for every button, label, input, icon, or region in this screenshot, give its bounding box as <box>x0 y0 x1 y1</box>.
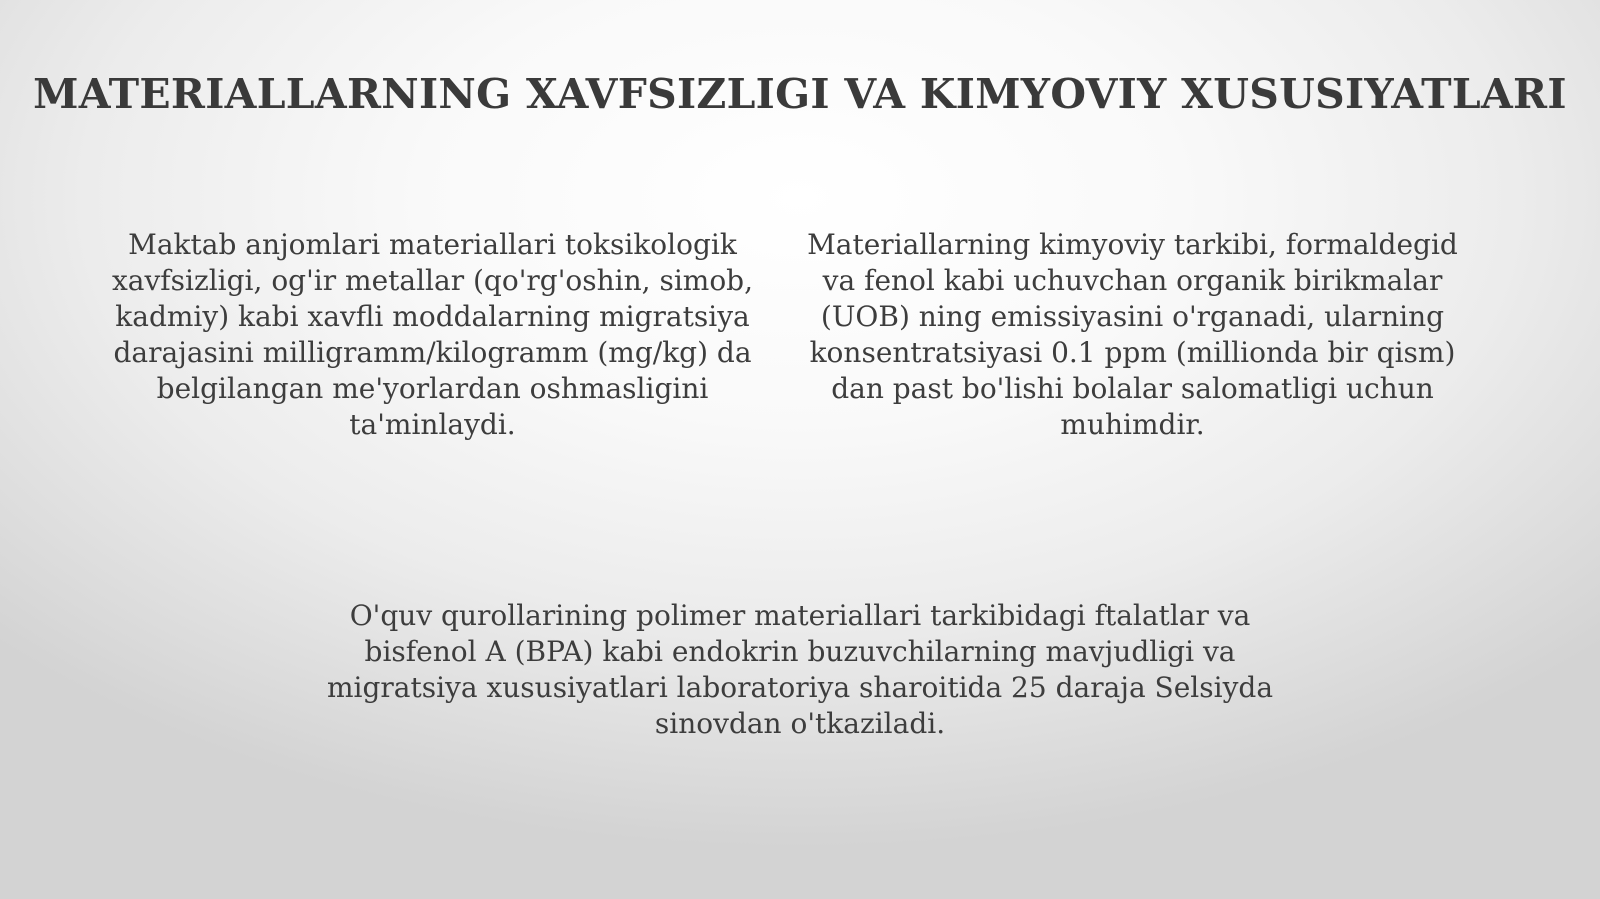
slide-title: MATERIALLARNING XAVFSIZLIGI VA KIMYOVIY XUSUSIYATLARI <box>33 70 1567 118</box>
bottom-text-block: O'quv qurollarining polimer materiallari tarkibidagi ftalatlar va bisfenol A (BPA) kabi endokrin buzuvchilarning mavjudligi va migratsiya xususiyatlari laboratoriya sharoitida 25 daraja Selsiyda sinovdan o'tkaziladi. <box>326 599 1274 740</box>
right-text-block: Materiallarning kimyoviy tarkibi, formaldegid va fenol kabi uchuvchan organik birikmalar (UOB) ning emissiyasini o'rganadi, ularning konsentratsiyasi 0.1 ppm (millionda bir qism) dan past bo'lishi bolalar salomatligi uchun muhimdir. <box>807 228 1458 441</box>
left-text-block: Maktab anjomlari materiallari toksikologik xavfsizligi, og'ir metallar (qo'rg'oshin, simob, kadmiy) kabi xavfli moddalarning migratsiya darajasini milligramm/kilogramm (mg/kg) da belgilangan me'yorlardan oshmasligini ta'minlaydi. <box>111 228 754 441</box>
